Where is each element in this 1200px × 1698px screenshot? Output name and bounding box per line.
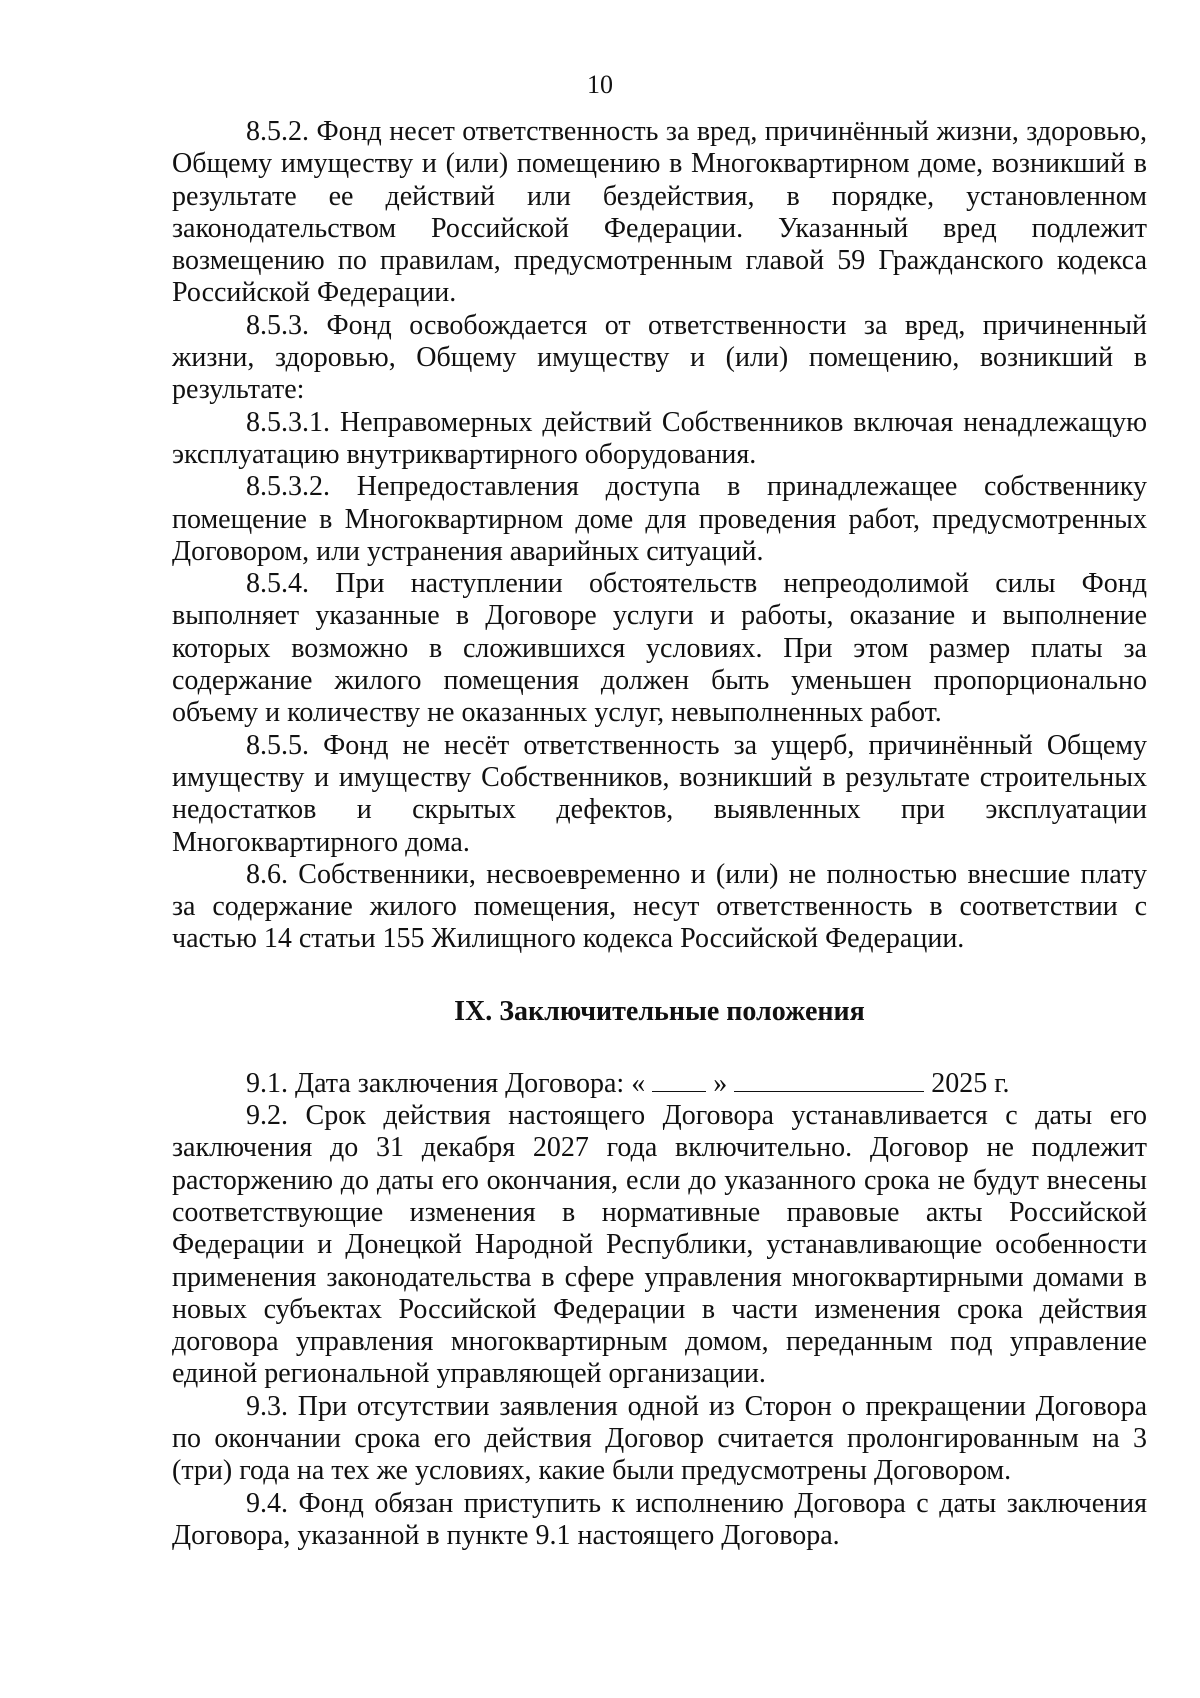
paragraph-8-5-3: 8.5.3. Фонд освобождается от ответственности за вред, причиненный жизни, здоровью, Общему имуществу и (или) помещению, возникший в результате: [172,309,1147,406]
paragraph-9-3: 9.3. При отсутствии заявления одной из Сторон о прекращении Договора по окончании срока его действия Договор считается пролонгированным на 3 (три) года на тех же условиях, какие были предусмотрены Договором. [172,1390,1147,1487]
paragraph-8-5-3-2: 8.5.3.2. Непредоставления доступа в принадлежащее собственнику помещение в Многоквартирном доме для проведения работ, предусмотренных Договором, или устранения аварийных ситуаций. [172,471,1147,567]
date-line-suffix: 2025 г. [931,1067,1010,1099]
paragraph-8-5-5: 8.5.5. Фонд не несёт ответственность за ущерб, причинённый Общему имуществу и имуществу Собственников, возникший в результате строительных недостатков и скрытых дефектов, выявленных при эксплуатации Многоквартирного дома. [172,729,1147,858]
document-body [172,116,1147,1552]
page-number: 10 [587,70,613,99]
paragraph-9-4: 9.4. Фонд обязан приступить к исполнению Договора с даты заключения Договора, указанной в пункте 9.1 настоящего Договора. [172,1487,1147,1551]
date-line-prefix: 9.1. Дата заключения Договора: « [246,1067,646,1099]
day-blank-field [652,1067,706,1092]
paragraph-8-5-3-1: 8.5.3.1. Неправомерных действий Собственников включая ненадлежащую эксплуатацию внутриквартирного оборудования. [172,406,1147,470]
paragraph-9-1-date-line [172,1067,1147,1100]
paragraph-8-5-2: 8.5.2. Фонд несет ответственность за вред, причинённый жизни, здоровью, Общему имуществу и (или) помещению в Многоквартирном доме, возникший в результате ее действий или бездействия, в порядке, установленном законодательством Российской Федерации. Указанный вред подлежит возмещению по правилам, предусмотренным главой 59 Гражданского кодекса Российской Федерации. [172,116,1147,309]
paragraph-8-5-4: 8.5.4. При наступлении обстоятельств непреодолимой силы Фонд выполняет указанные в Договоре услуги и работы, оказание и выполнение которых возможно в сложившихся условиях. При этом размер платы за содержание жилого помещения должен быть уменьшен пропорционально объему и количеству не оказанных услуг, невыполненных работ. [172,568,1147,729]
month-blank-field [734,1067,924,1092]
paragraph-9-2: 9.2. Срок действия настоящего Договора устанавливается с даты его заключения до 31 декабря 2027 года включительно. Договор не подлежит расторжению до даты его окончания, если до указанного срока не будут внесены соответствующие изменения в нормативные правовые акты Российской Федерации и Донецкой Народной Республики, устанавливающие особенности применения законодательства в сфере управления многоквартирными домами в новых субъектах Российской Федерации в части изменения срока действия договора управления многоквартирным домом, переданным под управление единой региональной управляющей организации. [172,1100,1147,1390]
date-line-middle: » [713,1067,728,1099]
section-heading: IX. Заключительные положения [454,995,865,1027]
paragraph-8-6: 8.6. Собственники, несвоевременно и (или) не полностью внесшие плату за содержание жилого помещения, несут ответственность в соответствии с частью 14 статьи 155 Жилищного кодекса Российской Федерации. [172,858,1147,955]
